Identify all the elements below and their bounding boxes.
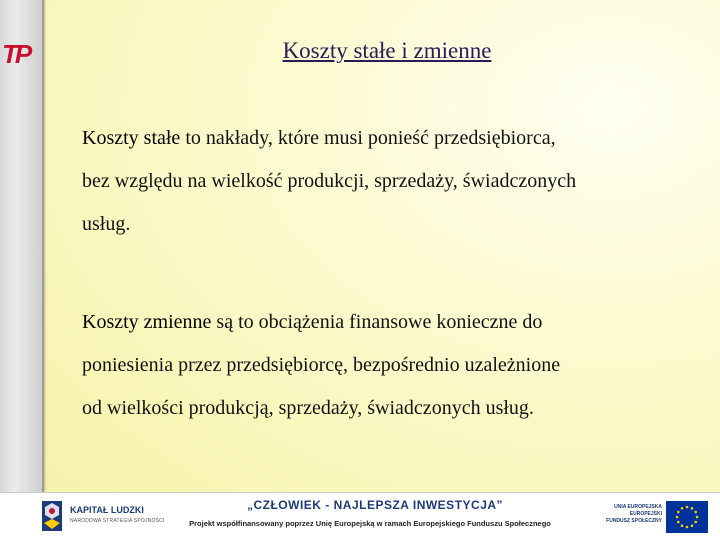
- slide-title: Koszty stałe i zmienne: [282, 38, 492, 63]
- kapital-ludzki-title: KAPITAŁ LUDZKI: [70, 505, 144, 515]
- variable-costs-line2: poniesienia przez przedsiębiorcę, bezpośrednio uzależnione: [82, 354, 561, 376]
- footer-bar: [0, 492, 720, 541]
- variable-costs-line3: od wielkości produkcją, sprzedaży, świadczonych usług.: [82, 397, 534, 419]
- project-funding-text: Projekt współfinansowany poprzez Unię Europejską w ramach Europejskiego Funduszu Społecznego: [189, 519, 551, 528]
- tp-logo: TP: [2, 39, 30, 69]
- fixed-costs-paragraph: [82, 117, 694, 246]
- fixed-costs-line2: bez względu na wielkość produkcji, sprzedaży, świadczonych: [82, 170, 577, 192]
- eu-fund-label: [596, 504, 662, 525]
- variable-costs-term: Koszty zmienne: [82, 311, 212, 333]
- eu-label-line1: UNIA EUROPEJSKA: [614, 504, 662, 510]
- eu-flag-icon: [666, 501, 708, 533]
- fixed-costs-line3: usług.: [82, 213, 131, 235]
- eu-label-line2: EUROPEJSKI: [629, 511, 662, 517]
- fixed-costs-line1: to nakłady, które musi ponieść przedsiębiorca,: [180, 127, 556, 149]
- slogan-text: „CZŁOWIEK - NAJLEPSZA INWESTYCJA”: [246, 498, 504, 512]
- eu-label-line3: FUNDUSZ SPOŁECZNY: [606, 518, 662, 524]
- variable-costs-line1: są to obciążenia finansowe konieczne do: [211, 311, 543, 333]
- variable-costs-paragraph: [82, 301, 694, 430]
- fixed-costs-term: Koszty stałe: [82, 127, 181, 149]
- kapital-ludzki-subtitle: NARODOWA STRATEGIA SPÓJNOŚCI: [70, 518, 165, 524]
- left-sidebar-bar: [0, 0, 44, 492]
- kapital-ludzki-logo-icon: [40, 499, 64, 533]
